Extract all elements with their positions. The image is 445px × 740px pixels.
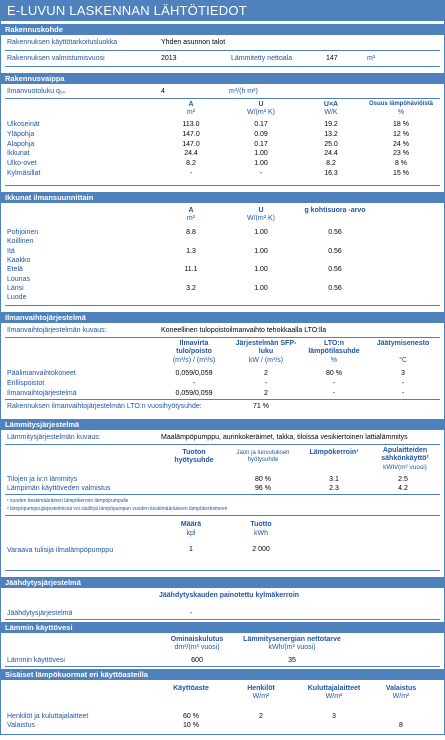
lto-efficiency-value: 71 % — [253, 403, 269, 410]
section-header-internal-loads: Sisäiset lämpökuormat eri käyttöasteilla — [1, 669, 444, 680]
window-row-u: 1.00 — [254, 284, 268, 292]
dhw-col-header-energy: Lämmitysenergian nettotarve — [243, 636, 341, 643]
vent-col-unit-flow: (m³/s) / (m³/s) — [172, 357, 216, 364]
year-label: Rakennuksen valmistumisvuosi — [7, 55, 105, 62]
load-row-usage: 60 % — [183, 713, 199, 720]
win-col-unit-u: W/(m² K) — [247, 215, 275, 222]
envelope-row-label: Ulkoseinät — [7, 121, 40, 128]
col-header-share: Osuus lämpöhäviöistä — [368, 101, 434, 107]
vent-col-unit-sfp: kW / (m³/s) — [248, 357, 284, 364]
divider — [5, 337, 440, 338]
stove-row-label: Varaava tulisija ilmalämpöpumppu — [7, 547, 114, 554]
section-header-ventilation: Ilmanvaihtojärjestelmä — [1, 312, 444, 323]
win-col-header-area: A — [188, 207, 194, 214]
vent-desc-value: Koneellinen tulopoistoilmanvaihto tehokkaalla LTO:lla — [161, 327, 327, 334]
heating-row-dist: 96 % — [255, 485, 271, 492]
heating-row-aux: 4.2 — [398, 485, 408, 492]
envelope-row-label: Kylmäsillat — [7, 170, 41, 177]
divider — [5, 444, 440, 445]
envelope-row-share: 12 % — [393, 130, 409, 138]
divider — [5, 399, 440, 400]
ventilation-row-sfp: 2 — [264, 390, 268, 397]
section-header-cooling: Jäähdytysjärjestelmä — [1, 577, 444, 588]
envelope-row-area: 147.0 — [182, 140, 200, 148]
window-row-label: Koillinen — [7, 238, 34, 246]
load-col-unit-appliances: W/m² — [325, 693, 343, 700]
section-internal-loads — [1, 680, 444, 740]
envelope-row-u: 0.09 — [254, 130, 268, 138]
load-row-label: Henkilöt ja kuluttajalaitteet — [7, 713, 89, 720]
heating-row-label: Lämpimän käyttöveden valmistus — [7, 485, 111, 492]
envelope-row-share: 8 % — [394, 160, 408, 168]
heat-desc-value: Maalämpöpumppu, aurinkokeräimet, takka, tiloissa vesikiertoinen lattialämmitys — [161, 434, 408, 441]
footnote-2: ² lämpöpumppujärjestelmissä voi sisältyä lämpöpumpun vuoden keskimääräiseen lämpökertoimeen — [7, 506, 228, 512]
window-row-area: 1.3 — [186, 247, 196, 255]
window-row-area: 3.2 — [186, 284, 196, 292]
window-row-label: Etelä — [7, 266, 23, 274]
divider — [5, 494, 440, 495]
section-heating — [1, 430, 444, 577]
window-row-area: 11.1 — [184, 266, 198, 274]
q50-unit: m³/(h m²) — [229, 88, 258, 95]
area-label: Lämmitetty nettoala — [231, 55, 293, 62]
window-row-u: 1.00 — [254, 266, 268, 274]
envelope-row-label: Alapohja — [7, 140, 35, 148]
section-header-envelope: Rakennusvaippa — [1, 73, 444, 84]
window-row-label: Lounas — [7, 275, 30, 283]
heat-col-header-aux: Apulaitteiden sähkönkäyttö² — [381, 447, 429, 462]
envelope-row-label: Ulko-ovet — [7, 160, 37, 168]
ventilation-row-frost: - — [401, 380, 405, 387]
envelope-row-u: 0.17 — [254, 140, 268, 148]
window-row-label: Länsi — [7, 284, 24, 292]
divider — [5, 619, 440, 620]
load-col-header-usage: Käyttöaste — [173, 685, 209, 692]
envelope-row-area: 24.4 — [184, 150, 198, 158]
year-value: 2013 — [161, 55, 177, 62]
stove-row-count: 1 — [189, 546, 193, 553]
footnote-1: ¹ vuoden keskimääräinen lämpökerroin lämpöpumpulle — [7, 498, 129, 504]
heat-desc-label: Lämmitysjärjestelmän kuvaus: — [7, 434, 101, 441]
section-windows — [1, 203, 444, 308]
dhw-row-label: Lämmin käyttövesi — [7, 657, 65, 664]
section-envelope — [1, 84, 444, 188]
lto-efficiency-label: Rakennuksen ilmanvaihtojärjestelmän LTO:n vuosihyötysuhde: — [7, 403, 202, 410]
ventilation-row-flow: 0,059/0,059 — [175, 390, 213, 397]
vent-col-header-frost: Jäätymisenesto — [376, 340, 430, 347]
ventilation-row-label: Päälimanvaihtokoneet — [7, 370, 76, 377]
heating-row-cop: 3.1 — [329, 476, 339, 483]
section-header-building: Rakennuskohde — [1, 24, 444, 35]
envelope-row-ua: 25.0 — [324, 140, 338, 148]
col-unit-share: % — [397, 109, 405, 116]
divider — [5, 515, 440, 516]
load-row-people: 2 — [259, 713, 263, 720]
window-row-label: Kaakko — [7, 256, 31, 264]
load-col-header-people: Henkilöt — [247, 685, 275, 692]
section-cooling — [1, 588, 444, 622]
window-row-g: 0.56 — [328, 266, 342, 274]
stove-row-output: 2 000 — [252, 546, 270, 553]
ventilation-row-frost: 3 — [401, 370, 405, 377]
use-class-value: Yhden asunnon talot — [161, 39, 226, 46]
ventilation-row-sfp: 2 — [264, 370, 268, 377]
ventilation-row-frost: - — [401, 390, 405, 397]
load-row-lighting: 8 — [399, 722, 403, 729]
dhw-col-unit-energy: kWh/(m² vuosi) — [268, 644, 316, 651]
envelope-row-ua: 19.2 — [324, 121, 338, 128]
heat-col-header-dist: Jaon ja luovutuksen hyötysuhde — [236, 450, 290, 463]
load-col-header-lighting: Valaistus — [385, 685, 417, 692]
load-col-unit-lighting: W/m² — [392, 693, 410, 700]
ventilation-row-lto: 80 % — [326, 370, 342, 377]
vent-col-header-sfp: Järjestelmän SFP-luku — [235, 340, 297, 355]
vent-col-header-flow: Ilmavirta tulo/poisto — [176, 340, 212, 355]
win-col-header-g: g kohtisuora -arvo — [304, 207, 366, 214]
ventilation-row-label: Erillispoistot — [7, 380, 45, 387]
section-ventilation — [1, 323, 444, 415]
envelope-row-ua: 8.2 — [326, 160, 336, 168]
dhw-col-unit-consumption: dm³/(m² vuosi) — [174, 644, 220, 651]
stove-col-unit-count: kpl — [186, 530, 196, 537]
stove-col-header-output: Tuotto — [250, 521, 272, 528]
envelope-row-u: - — [259, 170, 263, 177]
col-header-u: U — [258, 101, 264, 108]
area-unit: m² — [367, 55, 376, 62]
divider — [5, 185, 440, 186]
section-header-windows: Ikkunat ilmansuunnittain — [1, 192, 444, 203]
divider — [5, 50, 440, 51]
envelope-row-u: 1.00 — [254, 150, 268, 158]
vent-col-unit-lto: % — [330, 357, 338, 364]
stove-col-unit-output: kWh — [254, 530, 268, 537]
col-unit-ua: W/K — [324, 109, 338, 116]
divider — [5, 305, 440, 306]
win-col-header-u: U — [258, 207, 264, 214]
dhw-col-header-consumption: Ominaiskulutus — [170, 636, 224, 643]
col-unit-u: W/(m² K) — [247, 109, 275, 116]
heat-col-unit-aux: kWh/(m² vuosi) — [383, 464, 427, 471]
ventilation-row-flow: - — [192, 380, 196, 387]
heating-row-cop: 2.3 — [329, 485, 339, 492]
envelope-row-area: 8.2 — [186, 160, 196, 168]
ventilation-row-lto: - — [332, 380, 336, 387]
vent-col-unit-frost: °C — [399, 357, 407, 364]
stove-col-header-count: Määrä — [180, 521, 202, 528]
window-row-g: 0.56 — [328, 284, 342, 292]
page-title: E-LUVUN LASKENNAN LÄHTÖTIEDOT — [1, 1, 444, 21]
window-row-area: 8.8 — [186, 229, 196, 236]
envelope-row-share: 18 % — [393, 121, 409, 128]
envelope-row-area: 113.0 — [182, 121, 200, 128]
window-row-g: 0.56 — [328, 229, 342, 236]
cool-col-header: Jäähdytyskauden painotettu kylmäkerroin — [159, 592, 300, 599]
envelope-row-ua: 13.2 — [324, 130, 338, 138]
envelope-row-label: Yläpohja — [7, 130, 35, 138]
divider — [5, 666, 440, 667]
envelope-row-share: 24 % — [393, 140, 409, 148]
vent-col-header-lto: LTO:n lämpötilasuhde — [308, 340, 360, 355]
envelope-row-share: 23 % — [393, 150, 409, 158]
col-unit-area: m² — [186, 109, 196, 116]
area-value: 147 — [326, 55, 338, 62]
envelope-row-ua: 24.4 — [324, 150, 338, 158]
divider — [5, 570, 440, 571]
q50-value: 4 — [161, 88, 165, 95]
ventilation-row-flow: 0,059/0,059 — [175, 370, 213, 377]
heating-row-aux: 2.5 — [398, 476, 408, 483]
window-row-label: Itä — [7, 247, 15, 255]
load-row-appliances: 3 — [332, 713, 336, 720]
ventilation-row-label: Ilmanvaihtojärjestelmä — [7, 390, 77, 397]
load-row-usage: 10 % — [183, 722, 199, 729]
envelope-row-u: 0.17 — [254, 121, 268, 128]
section-dhw — [1, 633, 444, 669]
section-header-heating: Lämmitysjärjestelmä — [1, 419, 444, 430]
envelope-row-area: - — [189, 170, 193, 177]
ventilation-row-lto: - — [332, 390, 336, 397]
col-header-ua: U×A — [323, 101, 339, 108]
heat-col-header-gen: Tuoton hyötysuhde — [174, 449, 214, 464]
load-col-unit-people: W/m² — [252, 693, 270, 700]
col-header-area: A — [188, 101, 194, 108]
dhw-row-energy: 35 — [288, 657, 296, 664]
load-col-header-appliances: Kuluttajalaitteet — [307, 685, 361, 692]
envelope-row-u: 1.00 — [254, 160, 268, 168]
q50-label: Ilmanvuotoluku q₅₀ — [7, 88, 66, 95]
use-class-label: Rakennuksen käyttötarkoitusluokka — [7, 39, 118, 46]
envelope-row-label: Ikkunat — [7, 150, 30, 158]
window-row-g: 0.56 — [328, 247, 342, 255]
section-building — [1, 35, 444, 69]
ventilation-row-sfp: - — [264, 380, 268, 387]
window-row-u: 1.00 — [254, 229, 268, 236]
heating-row-label: Tilojen ja iv:n lämmitys — [7, 476, 78, 483]
cool-row-label: Jäähdytysjärjestelmä — [7, 610, 73, 617]
envelope-row-area: 147.0 — [182, 130, 200, 138]
divider — [5, 66, 440, 67]
window-row-label: Luode — [7, 294, 27, 302]
vent-desc-label: Ilmanvaihtojärjestelmän kuvaus: — [7, 327, 107, 334]
divider — [5, 98, 440, 99]
heating-row-dist: 80 % — [255, 476, 271, 483]
section-header-dhw: Lämmin käyttövesi — [1, 622, 444, 633]
win-col-unit-area: m² — [186, 215, 196, 222]
load-row-label: Valaistus — [7, 722, 35, 729]
envelope-row-share: 15 % — [393, 170, 409, 177]
cool-row-value: - — [189, 610, 193, 617]
window-row-label: Pohjoinen — [7, 229, 39, 236]
heat-col-header-cop: Lämpökerroin¹ — [309, 449, 359, 456]
window-row-u: 1.00 — [254, 247, 268, 255]
dhw-row-consumption: 600 — [191, 657, 203, 664]
envelope-row-ua: 16.3 — [324, 170, 338, 177]
